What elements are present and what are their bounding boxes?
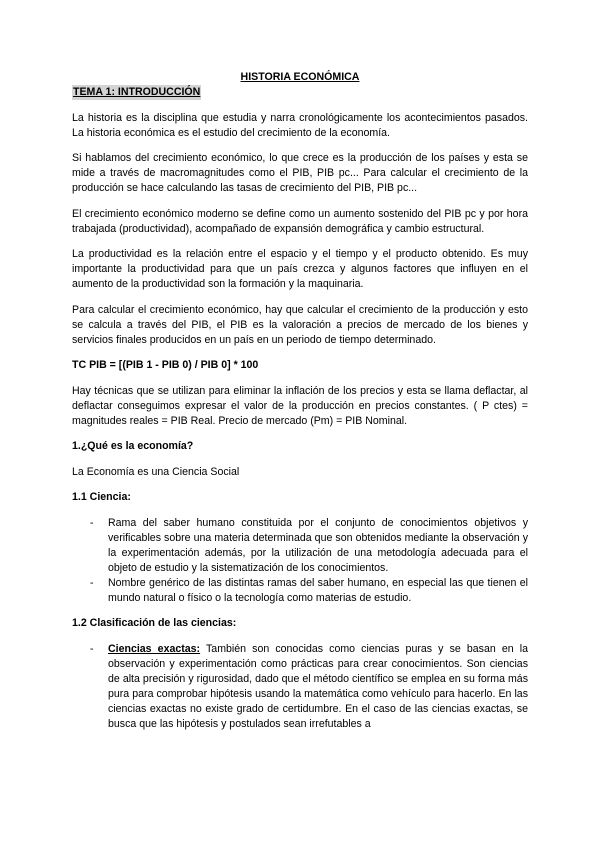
section-1-2-heading: 1.2 Clasificación de las ciencias: <box>72 617 237 629</box>
dash-bullet: - <box>90 576 94 589</box>
document-title: HISTORIA ECONÓMICA <box>240 71 360 83</box>
list-item <box>72 642 528 732</box>
dash-bullet: - <box>90 516 94 529</box>
tema-heading-wrap <box>72 85 528 100</box>
formula-tc-pib: TC PIB = [(PIB 1 - PIB 0) / PIB 0] * 100 <box>72 359 259 371</box>
paragraph-productividad: La productividad es la relación entre el espacio y el tiempo y el producto obtenido. Es muy importante la productividad para que un país crezca y algunos factores que influyen en el aumento de la productividad son la formación y la maquinaria. <box>72 248 528 290</box>
list-item-text: Nombre genérico de las distintas ramas del saber humano, en especial las que tienen el mundo natural o físico o la tecnología como materias de estudio. <box>108 576 528 604</box>
ciencia-definition-list <box>72 516 528 606</box>
section-1-heading: 1.¿Qué es la economía? <box>72 440 194 452</box>
dash-bullet: - <box>90 642 94 655</box>
paragraph-crecimiento-moderno: El crecimiento económico moderno se define como un aumento sostenido del PIB pc y por hora trabajada (productividad), acompañado de expansión demográfica y cambio estructural. <box>72 207 528 235</box>
clasificacion-list <box>72 642 528 732</box>
paragraph-calculo-pib: Para calcular el crecimiento económico, hay que calcular el crecimiento de la producción y esto se calcula a través del PIB, el PIB es la valoración a precios de mercado de los bienes y servicios finales producidos en un país en un periodo de tiempo determinado. <box>72 303 528 346</box>
paragraph-historia: La historia es la disciplina que estudia y narra cronológicamente los acontecimientos pasados. La historia económica es el estudio del crecimiento de la economía. <box>72 111 528 139</box>
term-ciencias-exactas: Ciencias exactas: <box>108 642 201 655</box>
paragraph-deflactar: Hay técnicas que se utilizan para eliminar la inflación de los precios y esta se llama deflactar, al deflactar conseguimos expresar el valor de la producción en precios constantes. ( P ctes) = magnitudes reales = PIB Real. Precio de mercado (Pm) = PIB Nominal. <box>72 384 528 427</box>
list-item-text: Rama del saber humano constituida por el conjunto de conocimientos objetivos y verificables sobre una materia determinada que son obtenidos mediante la observación y la experimentación además, por la utilización de una metodología adecuada para el objeto de estudio y la sistematización de los conocimientos. <box>108 516 528 574</box>
tema-heading: TEMA 1: INTRODUCCIÓN <box>73 86 201 98</box>
list-item-text: También son conocidas como ciencias puras y se basan en la observación y experimentación como prácticas para crear conocimientos. Son ciencias de alta precisión y rigurosidad, dado que el método científico se emplea en su forma más pura para comprobar hipótesis usando la matemática como vehículo para hacerlo. En las ciencias exactas no existe grado de certidumbre. En el caso de las ciencias exactas, se busca que las hipótesis y postulados sean irrefutables a <box>108 642 528 730</box>
section-1-1-heading: 1.1 Ciencia: <box>72 491 131 503</box>
list-item <box>72 516 528 576</box>
list-item <box>72 576 528 606</box>
section-1-text: La Economía es una Ciencia Social <box>72 465 240 478</box>
paragraph-crecimiento: Si hablamos del crecimiento económico, lo que crece es la producción de los países y esta se mide a través de macromagnitudes como el PIB, PIB pc... Para calcular el crecimiento de la producción se hace calculando las tasas de crecimiento del PIB, PIB pc... <box>72 152 528 194</box>
